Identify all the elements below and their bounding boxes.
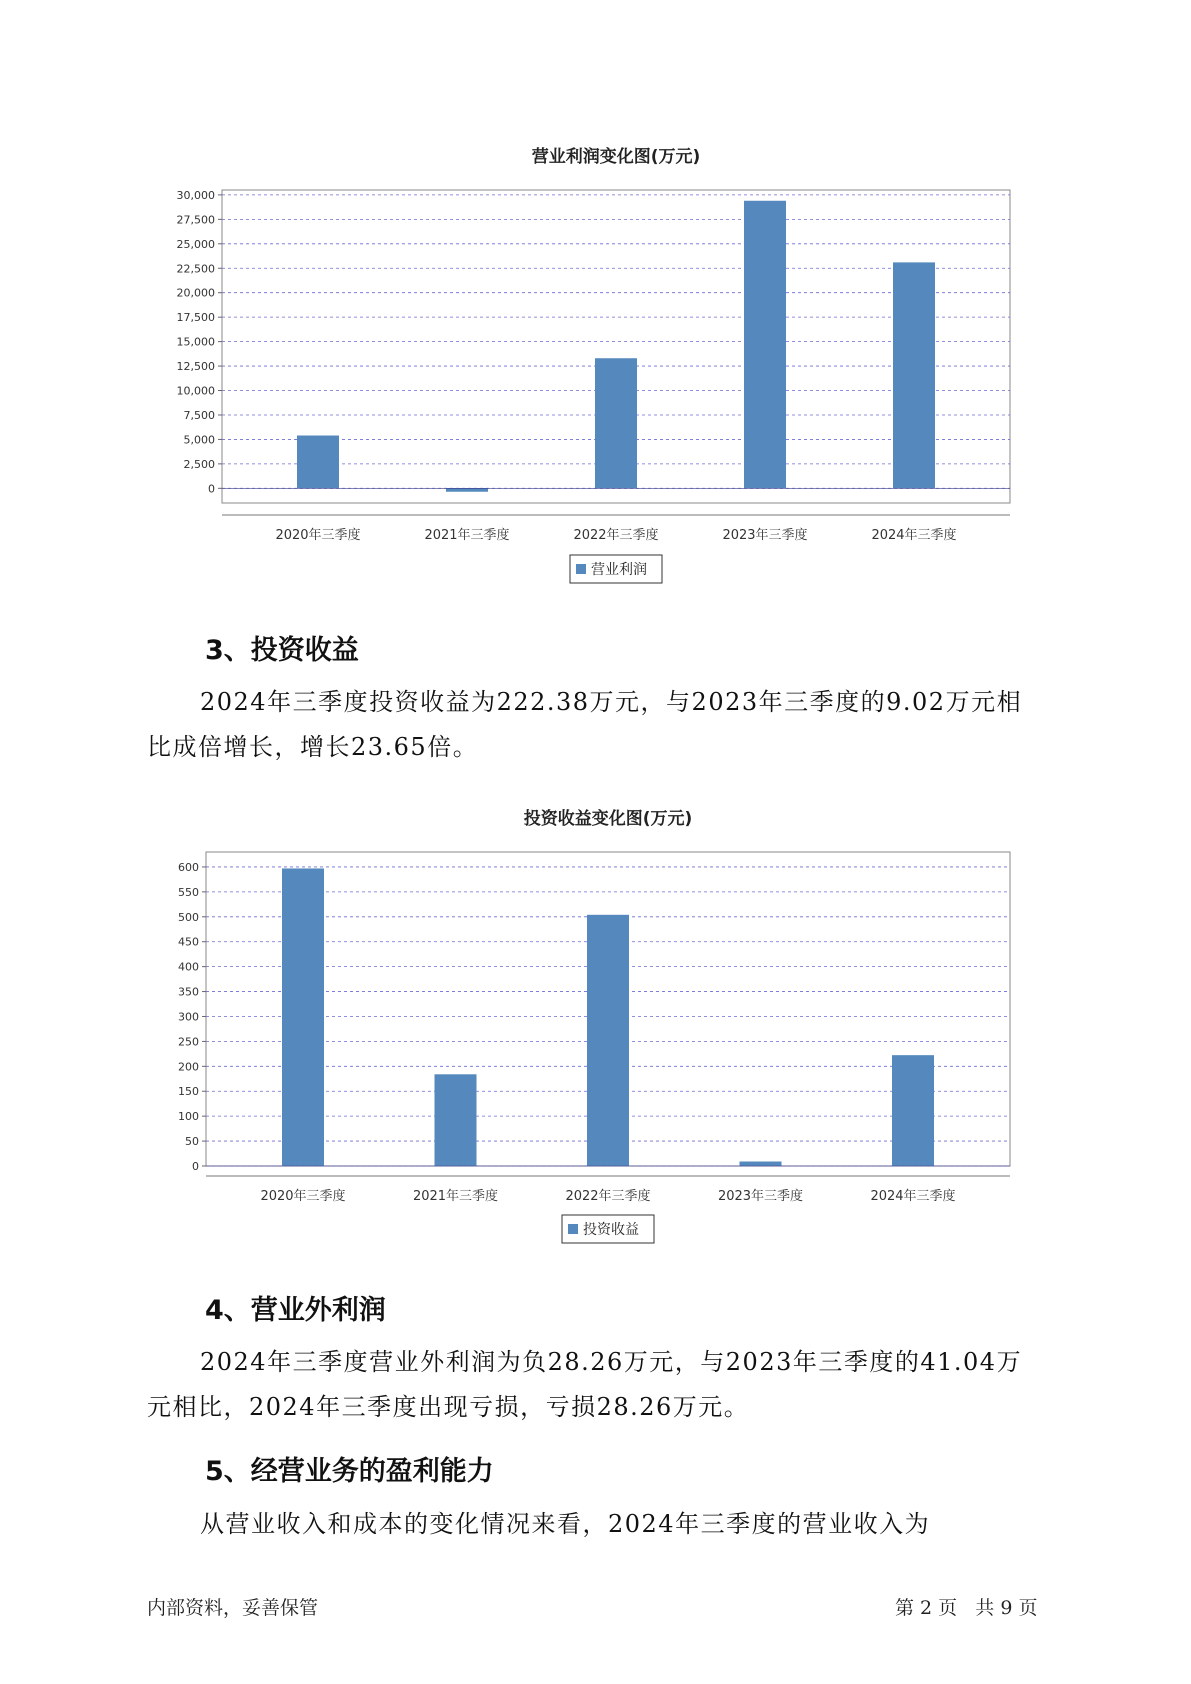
y-tick-label: 20,000 bbox=[176, 286, 215, 300]
legend-label: 营业利润 bbox=[591, 562, 647, 578]
footer-confidential-note: 内部资料，妥善保管 bbox=[147, 1597, 319, 1619]
x-tick-label: 2021年三季度 bbox=[412, 1189, 499, 1204]
x-tick-label: 2023年三季度 bbox=[717, 1189, 804, 1204]
bar-2023年三季度 bbox=[744, 201, 786, 489]
bar-2022年三季度 bbox=[587, 915, 629, 1166]
x-tick-label: 2023年三季度 bbox=[722, 528, 808, 543]
legend-swatch bbox=[576, 564, 586, 574]
profitability-paragraph: 从营业收入和成本的变化情况来看，2024年三季度的营业收入为 bbox=[200, 1510, 931, 1538]
bar-2024年三季度 bbox=[892, 1055, 934, 1166]
y-tick-label: 550 bbox=[178, 885, 199, 899]
y-tick-label: 400 bbox=[178, 960, 199, 974]
chart-legend bbox=[562, 1215, 654, 1243]
chart-legend bbox=[570, 555, 662, 583]
y-tick-label: 300 bbox=[178, 1010, 199, 1024]
x-tick-label: 2021年三季度 bbox=[424, 528, 510, 543]
y-tick-label: 12,500 bbox=[176, 360, 215, 374]
y-tick-label: 450 bbox=[178, 935, 199, 949]
y-tick-label: 350 bbox=[178, 985, 199, 999]
bar-2021年三季度 bbox=[435, 1074, 477, 1166]
operating-profit-chart-svg bbox=[0, 130, 1191, 600]
y-tick-label: 15,000 bbox=[176, 335, 215, 349]
x-tick-label: 2020年三季度 bbox=[275, 528, 361, 543]
investment-income-chart-svg bbox=[0, 792, 1191, 1262]
bar-2020年三季度 bbox=[297, 436, 339, 489]
y-tick-label: 250 bbox=[178, 1035, 199, 1049]
y-tick-label: 200 bbox=[178, 1060, 199, 1074]
y-tick-label: 10,000 bbox=[176, 384, 215, 398]
y-tick-label: 30,000 bbox=[176, 188, 215, 202]
bar-2022年三季度 bbox=[595, 358, 637, 488]
y-tick-label: 2,500 bbox=[183, 457, 215, 471]
bar-2020年三季度 bbox=[282, 868, 324, 1166]
y-tick-label: 7,500 bbox=[183, 408, 215, 422]
y-tick-label: 500 bbox=[178, 910, 199, 924]
investment-income-paragraph: 2024年三季度投资收益为222.38万元，与2023年三季度的9.02万元相比成倍增长，增长23.65倍。 bbox=[147, 688, 1023, 761]
chart-title: 营业利润变化图(万元) bbox=[531, 147, 701, 167]
y-tick-label: 50 bbox=[185, 1135, 199, 1149]
x-tick-label: 2020年三季度 bbox=[260, 1189, 346, 1204]
x-tick-label: 2024年三季度 bbox=[870, 1189, 956, 1204]
y-tick-label: 0 bbox=[208, 482, 215, 496]
operating-profit-chart bbox=[0, 130, 1191, 600]
y-tick-label: 22,500 bbox=[176, 262, 215, 276]
footer-page-number: 第 2 页 共 9 页 bbox=[895, 1597, 1038, 1619]
bar-2023年三季度 bbox=[740, 1162, 782, 1166]
bar-2024年三季度 bbox=[893, 262, 935, 488]
non-operating-profit-paragraph: 2024年三季度营业外利润为负28.26万元，与2023年三季度的41.04万元相比，2024年三季度出现亏损，亏损28.26万元。 bbox=[147, 1348, 1023, 1421]
y-tick-label: 25,000 bbox=[176, 237, 215, 251]
y-tick-label: 150 bbox=[178, 1085, 199, 1099]
y-tick-label: 17,500 bbox=[176, 311, 215, 325]
section-heading-non-operating-profit: 4、营业外利润 bbox=[205, 1295, 386, 1326]
legend-swatch bbox=[568, 1224, 578, 1234]
x-tick-label: 2022年三季度 bbox=[573, 528, 659, 543]
y-tick-label: 0 bbox=[192, 1160, 199, 1173]
section-heading-profitability: 5、经营业务的盈利能力 bbox=[205, 1456, 494, 1487]
investment-income-chart bbox=[0, 792, 1191, 1262]
y-tick-label: 5,000 bbox=[183, 433, 215, 447]
y-tick-label: 100 bbox=[178, 1110, 199, 1124]
legend-label: 投资收益 bbox=[583, 1222, 639, 1238]
x-tick-label: 2024年三季度 bbox=[871, 528, 957, 543]
y-tick-label: 600 bbox=[178, 860, 199, 874]
bar-2021年三季度 bbox=[446, 488, 488, 491]
chart-title: 投资收益变化图(万元) bbox=[523, 809, 693, 829]
y-tick-label: 27,500 bbox=[176, 213, 215, 227]
x-tick-label: 2022年三季度 bbox=[565, 1189, 651, 1204]
section-heading-investment-income: 3、投资收益 bbox=[205, 635, 359, 666]
